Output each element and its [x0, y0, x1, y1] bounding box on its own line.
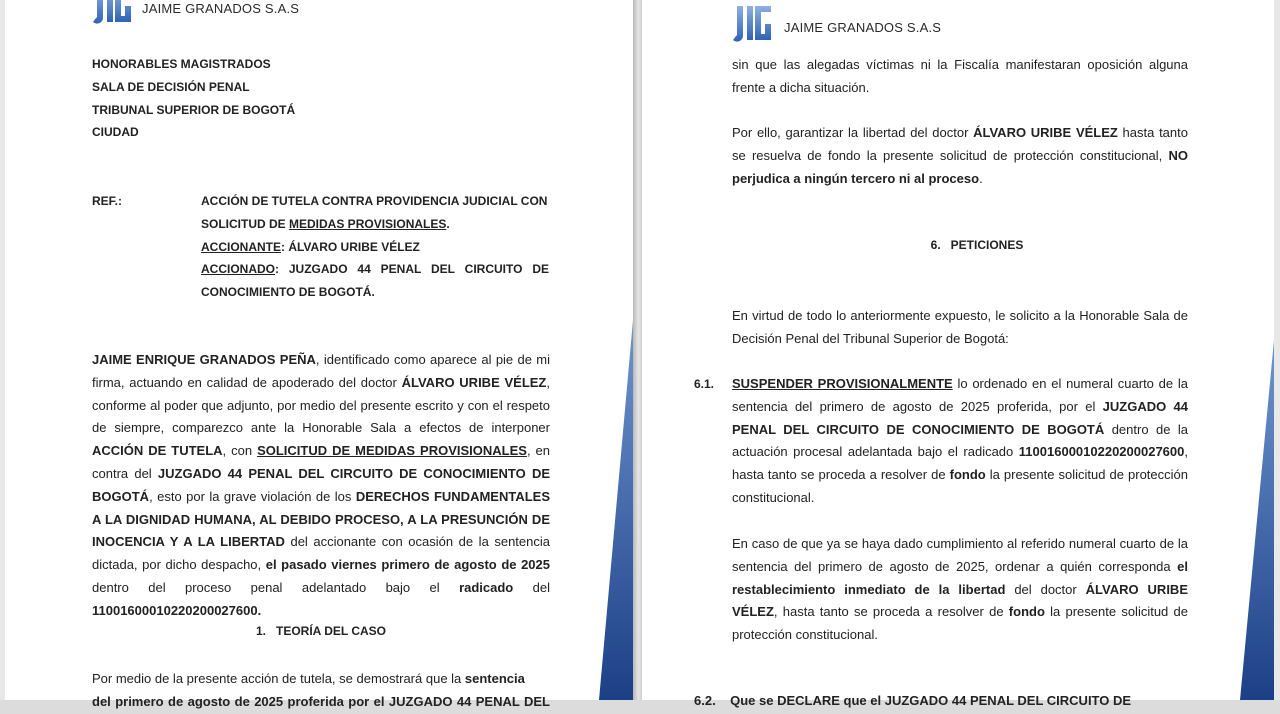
cut-off-line: 6.2. Que se DECLARE que el JUZGADO 44 PENAL DEL CIRCUITO DE: [694, 693, 1132, 708]
document-page-right: [642, 0, 1274, 708]
ref-accionado: ACCIONADO: JUZGADO 44 PENAL DEL CIRCUITO DE: [201, 262, 549, 277]
ref-line: CONOCIMIENTO DE BOGOTÁ.: [201, 285, 375, 300]
decorative-blue-stripe: [1240, 340, 1274, 700]
jg-logo-icon: [731, 4, 775, 52]
cut-off-line: del primero de agosto de 2025 proferida por el JUZGADO 44 PENAL DEL: [92, 693, 550, 709]
reference-block: [201, 190, 549, 304]
company-logo: [731, 4, 775, 52]
company-logo: [91, 0, 135, 34]
item-6-1-text: SUSPENDER PROVISIONALMENTE lo ordenado en el numeral cuarto de la sentencia del primero de agosto de 2025 proferida, por el JUZGADO 44 PENAL DEL CIRCUITO DE CONOCIMIENTO DE BOGOTÁ dentro de la actuación procesal adelantada bajo el radicado 11001600010220200027600, hasta tanto se proceda a resolver de fondo la presente solicitud de protección constitucional.: [732, 376, 1188, 505]
addressee-line: SALA DE DECISIÓN PENAL: [92, 79, 250, 94]
jg-logo-icon: [91, 0, 135, 34]
addressee-line: TRIBUNAL SUPERIOR DE BOGOTÁ: [92, 102, 296, 117]
addressee-line: CIUDAD: [92, 125, 139, 140]
closing-paragraph: Por medio de la presente acción de tutela, se demostrará que la sentencia del primero de agosto de 2025 proferida por el JUZGADO 44 PENAL DEL: [92, 668, 550, 714]
paragraph-restablecimiento: En caso de que ya se haya dado cumplimiento al referido numeral cuarto de la sentencia del primero de agosto de 2025, ordenar a quién corresponda el restablecimiento inmediato de la libertad del doctor ÁLVARO URIBE VÉLEZ, hasta tanto se proceda a resolver de fondo la presente solicitud de protección constitucional.: [732, 536, 1188, 643]
page-gap: [633, 0, 642, 700]
paragraph-libertad: Por ello, garantizar la libertad del doctor ÁLVARO URIBE VÉLEZ hasta tanto se resuelva de fondo la presente solicitud de protección constitucional, NO perjudica a ningún tercero ni al proceso.: [732, 125, 1188, 186]
ref-label: REF.:: [92, 194, 122, 208]
addressee-line: HONORABLES MAGISTRADOS: [92, 57, 271, 71]
decorative-blue-stripe: [599, 320, 633, 700]
ref-line: ACCIÓN DE TUTELA CONTRA PROVIDENCIA JUDICIAL CON: [201, 194, 548, 208]
section-heading-teoria: 1. TEORÍA DEL CASO: [255, 624, 387, 638]
intro-paragraph: JAIME ENRIQUE GRANADOS PEÑA, identificado como aparece al pie de mi firma, actuando en calidad de apoderado del doctor ÁLVARO URIBE VÉLEZ, conforme al poder que adjunto, por medio del presente escrito y con el respeto de siempre, comparezco ante la Honorable Sala a efectos de interponer ACCIÓN DE TUTELA, con SOLICITUD DE MEDIDAS PROVISIONALES, en contra del JUZGADO 44 PENAL DEL CIRCUITO DE CONOCIMIENTO DE BOGOTÁ, esto por la grave violación de los DERECHOS FUNDAMENTALES A LA DIGNIDAD HUMANA, AL DEBIDO PROCESO, A LA PRESUNCIÓN DE INOCENCIA Y A LA LIBERTAD del accionante con ocasión de la sentencia dictada, por dicho despacho, el pasado viernes primero de agosto de 2025 dentro del proceso penal adelantado bajo el radicado del 11001600010220200027600.: [92, 352, 551, 618]
paragraph-continued: sin que las alegadas víctimas ni la Fiscalía manifestaran oposición alguna frente a dicha situación.: [732, 57, 1188, 95]
company-name: JAIME GRANADOS S.A.S: [784, 20, 942, 35]
document-page-left: [5, 0, 633, 709]
section-heading-peticiones: 6. PETICIONES: [930, 238, 1024, 252]
paragraph-peticion-intro: En virtud de todo lo anteriormente expuesto, le solicito a la Honorable Sala de Decisión Penal del Tribunal Superior de Bogotá:: [732, 308, 1188, 346]
addressee-block: [92, 53, 392, 144]
ref-accionante: ACCIONANTE: ÁLVARO URIBE VÉLEZ: [201, 239, 420, 254]
item-number-6-1: 6.1.: [694, 377, 715, 391]
viewer-background-right: [1274, 0, 1280, 700]
company-name: JAIME GRANADOS S.A.S: [142, 1, 300, 16]
ref-line: SOLICITUD DE MEDIDAS PROVISIONALES.: [201, 216, 450, 231]
